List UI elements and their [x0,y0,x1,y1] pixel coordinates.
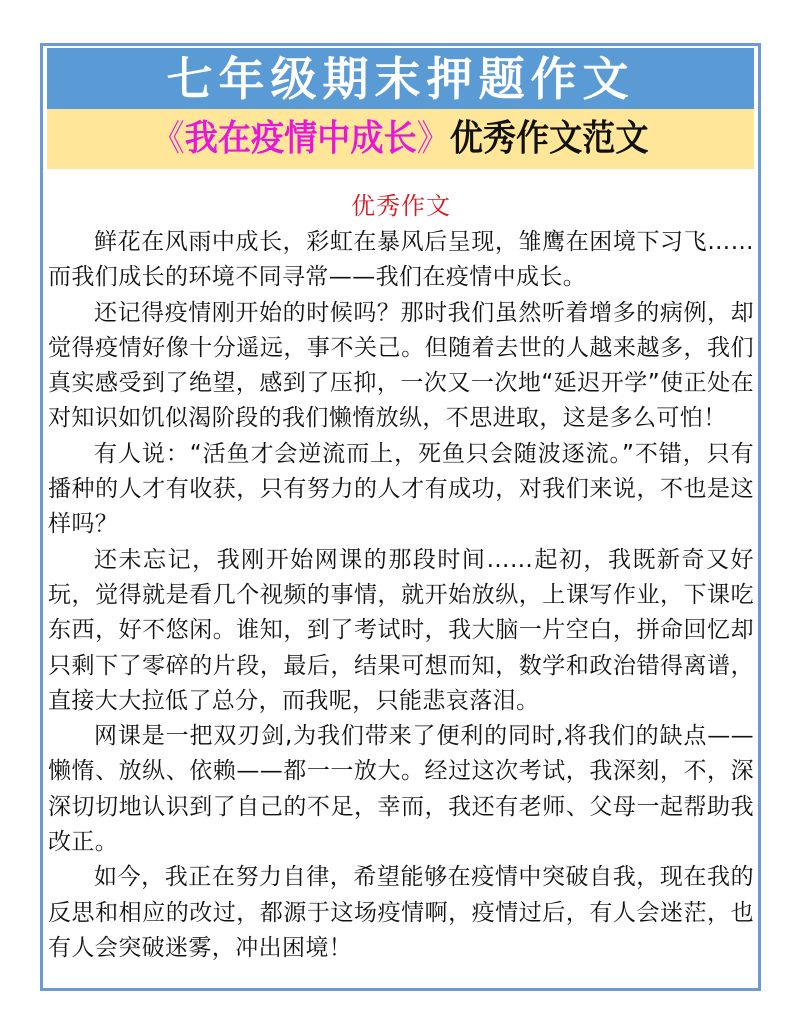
essay-paragraph-5: 网课是一把双刃剑,为我们带来了便利的同时,将我们的缺点——懒惰、放纵、依赖——都一一放大。经过这次考试，我深刻，不，深深切切地认识到了自己的不足，幸而，我还有老师、父母一起帮助我改正。 [48,723,754,856]
essay-paragraph-2: 还记得疫情刚开始的时候吗？那时我们虽然听着增多的病例，却觉得疫情好像十分遥远，事不关己。但随着去世的人越来越多，我们真实感受到了绝望，感到了压抑，一次又一次地“延迟开学”使正处在对知识如饥似渴阶段的我们懒惰放纵，不思进取，这是多么可怕！ [48,299,754,432]
title-banner [47,48,754,109]
subtitle-suffix: 优秀作文范文 [450,118,649,159]
close-title-bracket: 》 [417,118,451,159]
document-frame [40,43,761,991]
subtitle [152,118,649,159]
essay-paragraph-6: 如今，我正在努力自律，希望能够在疫情中突破自我，现在我的反思和相应的改过，都源于这场疫情啊，疫情过后，有人会迷茫，也有人会突破迷雾，冲出困境！ [48,864,754,961]
essay-paragraph-3: 有人说：“活鱼才会逆流而上，死鱼只会随波逐流。”不错，只有播种的人才有收获，只有努力的人才有成功，对我们来说，不也是这样吗？ [48,440,754,538]
essay-paragraph-4: 还未忘记，我刚开始网课的那段时间……起初，我既新奇又好玩，觉得就是看几个视频的事情，就开始放纵，上课写作业，下课吃东西，好不悠闲。谁知，到了考试时，我大脑一片空白，拼命回忆却只剩下了零碎的片段，最后，结果可想而知，数学和政治错得离谱，直接大大拉低了总分，而我呢，只能悲哀落泪。 [48,546,754,714]
subtitle-banner [47,109,754,169]
section-heading: 优秀作文 [351,192,451,220]
essay-body [48,189,754,966]
essay-title: 我在疫情中成长 [185,118,418,159]
open-title-bracket: 《 [152,118,186,159]
main-title: 七年级期末押题作文 [166,51,635,106]
essay-paragraph-1: 鲜花在风雨中成长，彩虹在暴风后呈现，雏鹰在困境下习飞……而我们成长的环境不同寻常——我们在疫情中成长。 [48,229,754,291]
